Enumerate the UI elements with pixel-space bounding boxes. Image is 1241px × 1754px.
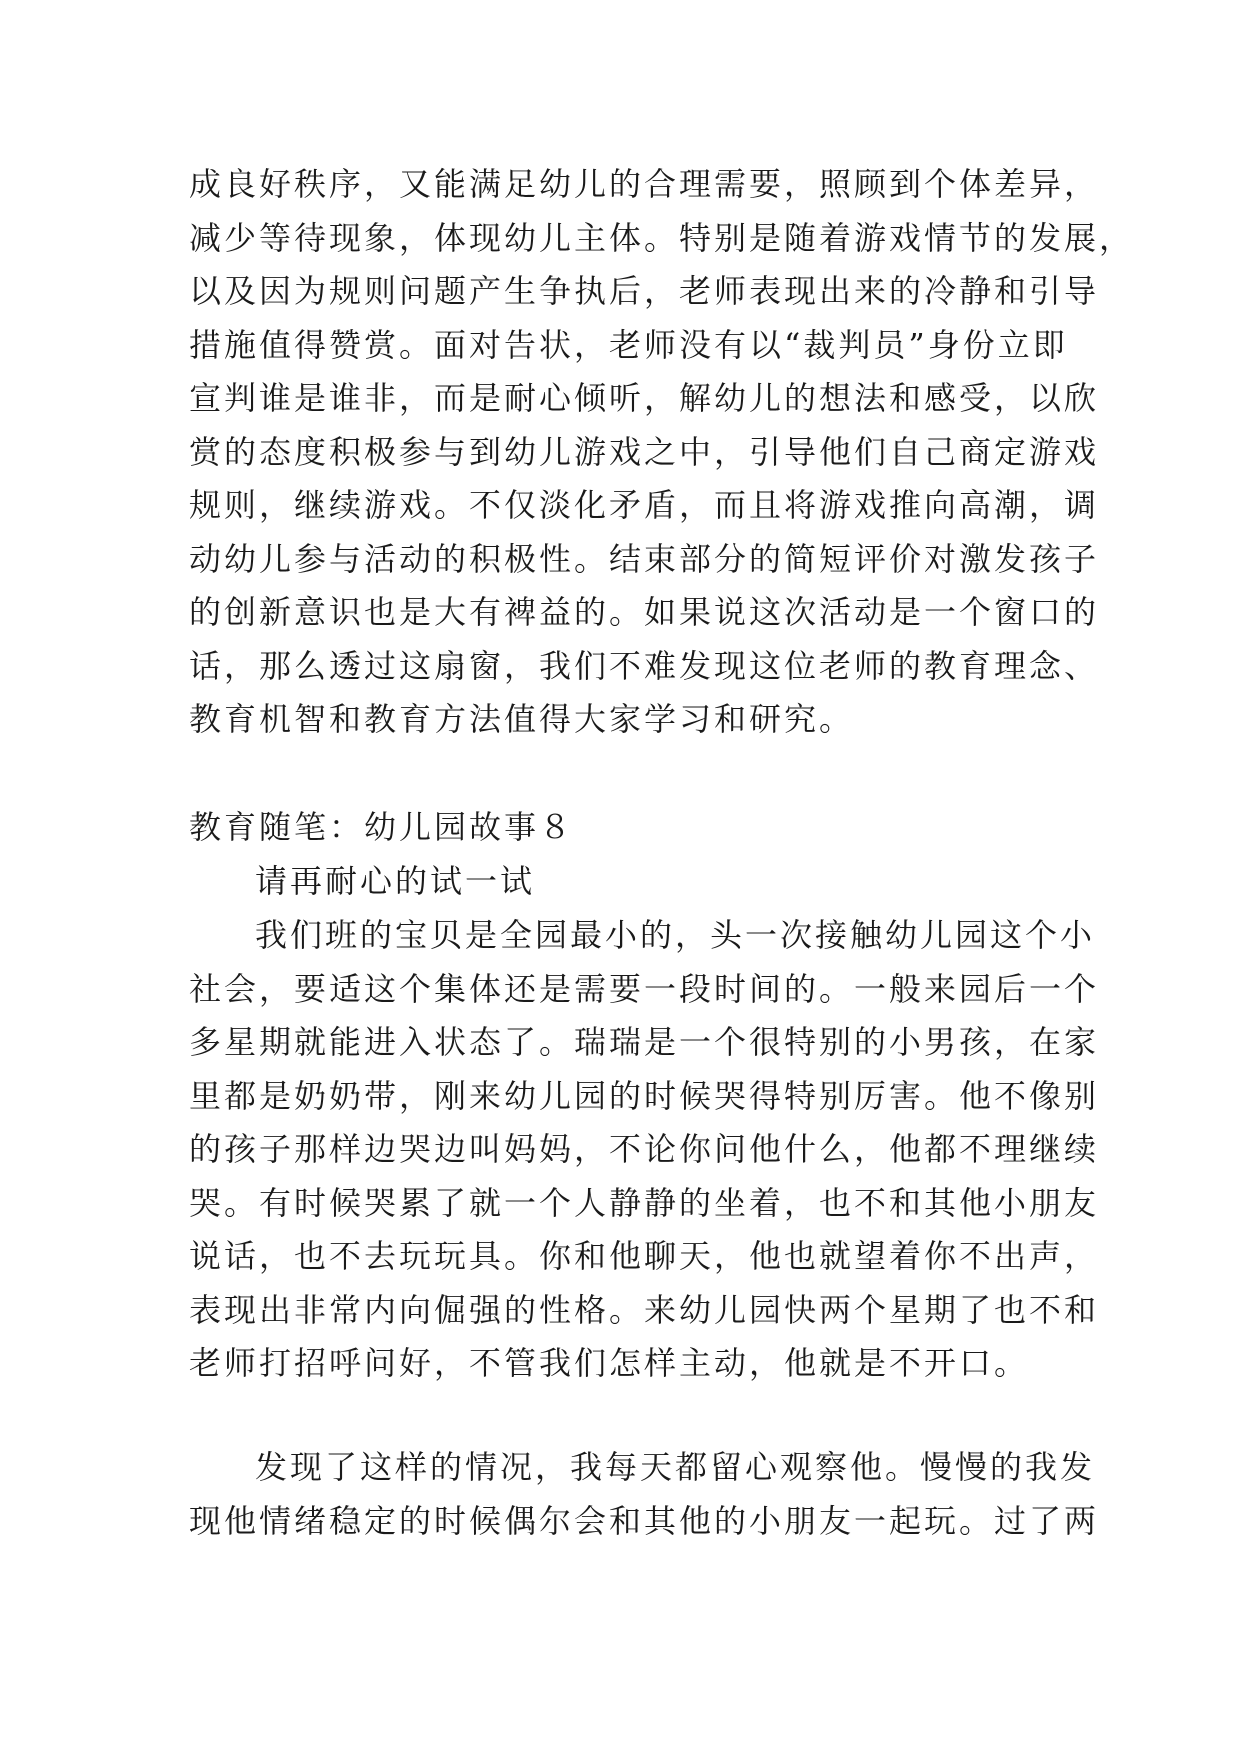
text-line: 里都是奶奶带，刚来幼儿园的时候哭得特别厉害。他不像别 [189, 1076, 1100, 1115]
text-line: 的创新意识也是大有裨益的。如果说这次活动是一个窗口的 [189, 593, 1100, 631]
continuation-paragraph [189, 158, 1135, 747]
text-line: 赏的态度积极参与到幼儿游戏之中，引导他们自己商定游戏 [189, 432, 1100, 471]
text-line: 教育机智和教育方法值得大家学习和研究。 [189, 700, 855, 738]
section-heading [189, 801, 1069, 855]
story-paragraph-2 [189, 1441, 1100, 1548]
story-title-text: 请再耐心的试一试 [255, 862, 536, 900]
text-line: 的孩子那样边哭边叫妈妈，不论你问他什么，他都不理继续 [189, 1130, 1100, 1168]
text-line: 宣判谁是谁非，而是耐心倾听，解幼儿的想法和感受，以欣 [189, 379, 1100, 417]
text-line: 以及因为规则问题产生争执后，老师表现出来的冷静和引导 [189, 272, 1100, 310]
section-heading-text: 教育随笔：幼儿园故事８ [189, 808, 575, 846]
text-line: 我们班的宝贝是全园最小的，头一次接触幼儿园这个小 [255, 916, 1096, 954]
text-line: 老师打招呼问好，不管我们怎样主动，他就是不开口。 [189, 1344, 1030, 1382]
text-line: 规则，继续游戏。不仅淡化矛盾，而且将游戏推向高潮，调 [189, 486, 1100, 524]
text-line: 成良好秩序，又能满足幼儿的合理需要，照顾到个体差异， [189, 165, 1100, 203]
text-line: 减少等待现象，体现幼儿主体。特别是随着游戏情节的发展， [189, 218, 1135, 257]
text-line: 社会，要适这个集体还是需要一段时间的。一般来园后一个 [189, 969, 1100, 1008]
text-line: 话，那么透过这扇窗，我们不难发现这位老师的教育理念、 [189, 646, 1100, 685]
text-line: 发现了这样的情况，我每天都留心观察他。慢慢的我发 [255, 1448, 1096, 1486]
text-line: 表现出非常内向倔强的性格。来幼儿园快两个星期了也不和 [189, 1290, 1100, 1329]
text-line: 动幼儿参与活动的积极性。结束部分的简短评价对激发孩子 [189, 539, 1100, 578]
text-line: 现他情绪稳定的时候偶尔会和其他的小朋友一起玩。过了两 [189, 1501, 1100, 1540]
text-line: 多星期就能进入状态了。瑞瑞是一个很特别的小男孩，在家 [189, 1023, 1100, 1061]
text-line: 措施值得赞赏。面对告状，老师没有以“裁判员”身份立即 [189, 325, 1068, 364]
story-paragraph-1 [189, 909, 1100, 1391]
text-line: 说话，也不去玩玩具。你和他聊天，他也就望着你不出声， [189, 1237, 1100, 1275]
text-line: 哭。有时候哭累了就一个人静静的坐着，也不和其他小朋友 [189, 1183, 1100, 1222]
story-title [189, 855, 1069, 909]
